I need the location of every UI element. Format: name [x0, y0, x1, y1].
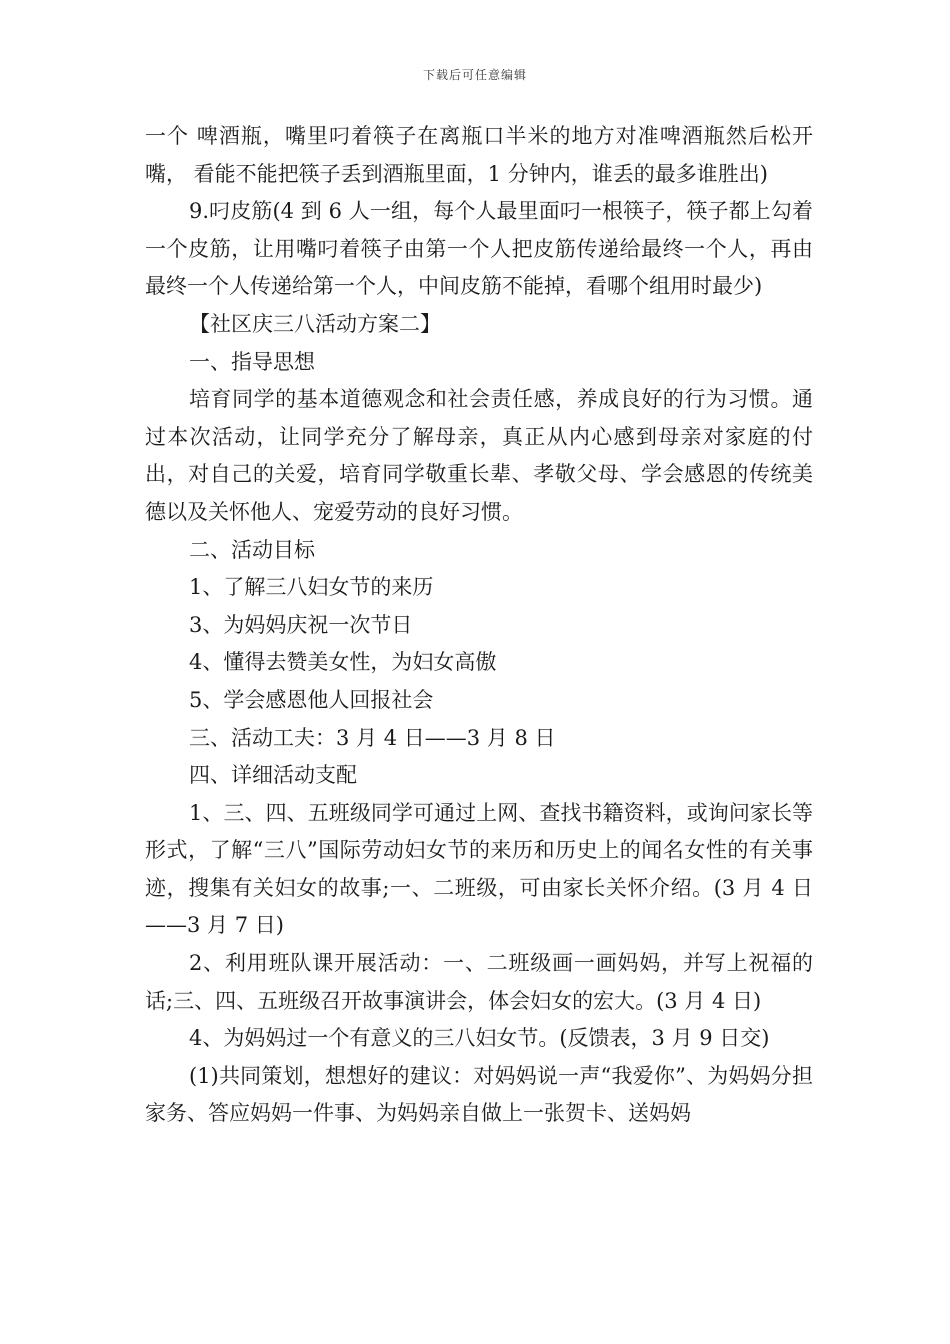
paragraph-joint-planning: (1)共同策划，想想好的建议：对妈妈说一声“我爱你”、为妈妈分担家务、答应妈妈一件事、为妈妈亲自做上一张贺卡、送妈妈 [145, 1063, 813, 1126]
section-heading-guiding-ideology: 一、指导思想 [189, 349, 315, 374]
list-item-goal-5: 5、学会感恩他人回报社会 [189, 687, 434, 712]
list-item-goal-1: 1、了解三八妇女节的来历 [189, 575, 434, 600]
list-item-goal-3: 3、为妈妈庆祝一次节日 [189, 612, 413, 637]
paragraph-beer-bottle-game: 一个 啤酒瓶，嘴里叼着筷子在离瓶口半米的地方对准啤酒瓶然后松开嘴， 看能不能把筷子丢到酒瓶里面，1 分钟内，谁丢的最多谁胜出) [145, 124, 813, 186]
paragraph-arrangement-2: 2、利用班队课开展活动：一、二班级画一画妈妈，并写上祝福的话;三、四、五班级召开故事演讲会，体会妇女的宏大。(3 月 4 日) [145, 951, 813, 1013]
paragraph-guiding-ideology: 培育同学的基本道德观念和社会责任感，养成良好的行为习惯。通过本次活动，让同学充分了解母亲，真正从内心感到母亲对家庭的付出，对自己的关爱，培育同学敬重长辈、孝敬父母、学会感恩的传统美德以及关怀他人、宠爱劳动的良好习惯。 [145, 387, 813, 524]
section-heading-activity-goals: 二、活动目标 [189, 537, 315, 562]
paragraph-rubber-band-game: 9.叼皮筋(4 到 6 人一组，每个人最里面叼一根筷子，筷子都上勾着一个皮筋，让用嘴叼着筷子由第一个人把皮筋传递给最终一个人，再由最终一个人传递给第一个人，中间皮筋不能掉，看哪个组用时最少) [145, 199, 813, 299]
list-item-goal-4: 4、懂得去赞美女性，为妇女高傲 [189, 650, 497, 675]
page-header: 下载后可任意编辑 [422, 68, 527, 82]
document-body [145, 118, 813, 1133]
section-heading-activity-time: 三、活动工夫：3 月 4 日——3 月 8 日 [189, 725, 556, 750]
section-heading-plan-two: 【社区庆三八活动方案二】 [189, 311, 441, 336]
paragraph-arrangement-4: 4、为妈妈过一个有意义的三八妇女节。(反馈表，3 月 9 日交) [189, 1026, 770, 1051]
section-heading-detailed-arrangement: 四、详细活动支配 [189, 763, 357, 788]
paragraph-arrangement-1: 1、三、四、五班级同学可通过上网、查找书籍资料，或询问家长等形式，了解“三八”国际劳动妇女节的来历和历史上的闻名女性的有关事迹，搜集有关妇女的故事;一、二班级，可由家长关怀介绍。(3 月 4 日——3 月 7 日) [145, 800, 813, 938]
